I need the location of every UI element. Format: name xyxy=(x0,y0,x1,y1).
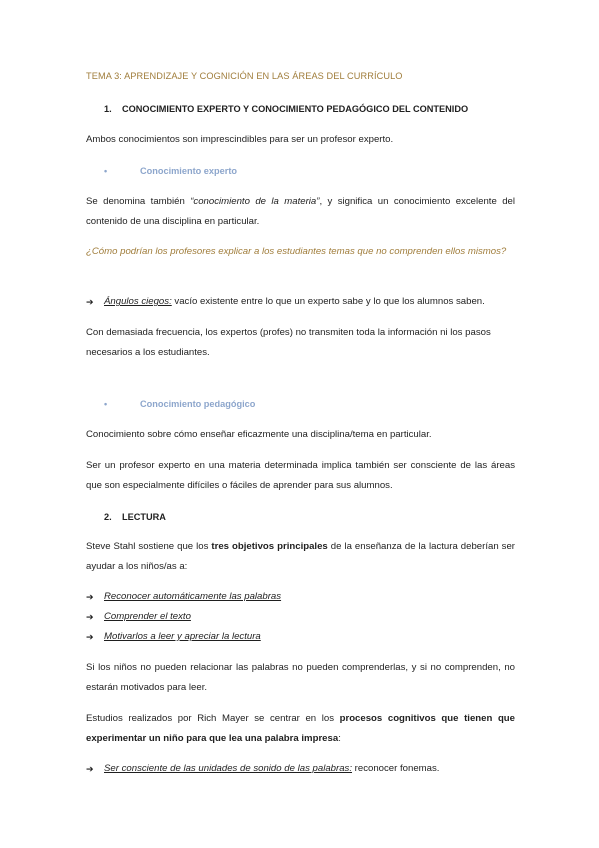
reading-objectives-text-b: de la enseñanza de la lactura deberían ser ayudar a los niños/as a: xyxy=(86,541,515,572)
phonemes-definition: reconocer fonemas. xyxy=(352,763,440,774)
arrow-right-icon: ➔ xyxy=(86,592,94,602)
phonemes-item xyxy=(86,759,515,779)
arrow-right-icon: ➔ xyxy=(86,632,94,642)
section-1-intro: Ambos conocimientos son imprescindibles para ser un profesor experto. xyxy=(86,134,394,145)
reading-objectives-bold: tres objetivos principales xyxy=(211,541,328,552)
objective-item xyxy=(86,627,515,647)
arrow-right-icon: ➔ xyxy=(86,764,94,774)
expert-definition-text-a: Se denomina también xyxy=(86,196,191,207)
subsection-expert-title: Conocimiento experto xyxy=(140,166,237,176)
subsection-pedagogical-heading xyxy=(86,394,515,414)
phonemes-text xyxy=(104,759,439,779)
blind-spots-term: Ángulos ciegos: xyxy=(104,296,172,307)
blind-spots-definition: vacío existente entre lo que un experto sabe y lo que los alumnos saben. xyxy=(171,296,485,307)
objective-item xyxy=(86,587,515,607)
subsection-pedagogical-title: Conocimiento pedagógico xyxy=(140,399,256,409)
pedagogical-definition: Conocimiento sobre cómo enseñar eficazmente una disciplina/tema en particular. xyxy=(86,429,432,440)
section-1-heading xyxy=(86,99,515,119)
reading-objectives-paragraph xyxy=(86,537,515,577)
section-2-heading xyxy=(86,507,515,527)
blind-spots-text xyxy=(104,292,485,312)
phonemes-term: Ser consciente de las unidades de sonido de las palabras: xyxy=(104,763,353,774)
objective-text: Motivarlos a leer y apreciar la lectura xyxy=(104,631,261,642)
expert-definition-paragraph xyxy=(86,192,515,232)
pedagogical-paragraph: Ser un profesor experto en una materia determinada implica también ser consciente de las áreas que son especialmente difíciles o fáciles de aprender para sus alumnos. xyxy=(86,460,515,491)
blind-spots-item xyxy=(86,292,515,312)
bullet-icon: • xyxy=(104,399,108,409)
document-title: TEMA 3: APRENDIZAJE Y COGNICIÓN EN LAS ÁREAS DEL CURRÍCULO xyxy=(86,71,403,81)
expert-definition-quote: “conocimiento de la materia” xyxy=(190,196,320,207)
objective-item xyxy=(86,607,515,627)
subsection-expert-heading xyxy=(86,161,515,181)
arrow-right-icon: ➔ xyxy=(86,297,94,307)
section-2-title: LECTURA xyxy=(122,512,166,522)
experts-paragraph: Con demasiada frecuencia, los expertos (profes) no transmiten toda la información ni los pasos necesarios a los estudiantes. xyxy=(86,327,491,358)
arrow-right-icon: ➔ xyxy=(86,612,94,622)
relation-paragraph: Si los niños no pueden relacionar las palabras no pueden comprenderlas, y si no comprenden, no estarán motivados para leer. xyxy=(86,662,515,693)
mayer-bold: procesos cognitivos que tienen que experimentar un niño para que lea una palabra impresa xyxy=(86,713,515,744)
section-1-number: 1. xyxy=(104,104,112,114)
objective-text: Comprender el texto xyxy=(104,611,191,622)
expert-definition-text-b: , y significa un conocimiento excelente del contenido de una disciplina en particular. xyxy=(86,196,516,227)
mayer-text-a: Estudios realizados por Rich Mayer se centrar en los xyxy=(86,713,340,724)
section-1-title: CONOCIMIENTO EXPERTO Y CONOCIMIENTO PEDAGÓGICO DEL CONTENIDO xyxy=(122,104,469,114)
reading-objectives-text-a: Steve Stahl sostiene que los xyxy=(86,541,212,552)
bullet-icon: • xyxy=(104,166,108,176)
mayer-text-b: : xyxy=(338,733,341,744)
section-2-number: 2. xyxy=(104,512,112,522)
objective-text: Reconocer automáticamente las palabras xyxy=(104,591,282,602)
mayer-paragraph xyxy=(86,709,515,749)
expert-question: ¿Cómo podrían los profesores explicar a los estudiantes temas que no comprenden ellos mismos? xyxy=(86,246,507,257)
